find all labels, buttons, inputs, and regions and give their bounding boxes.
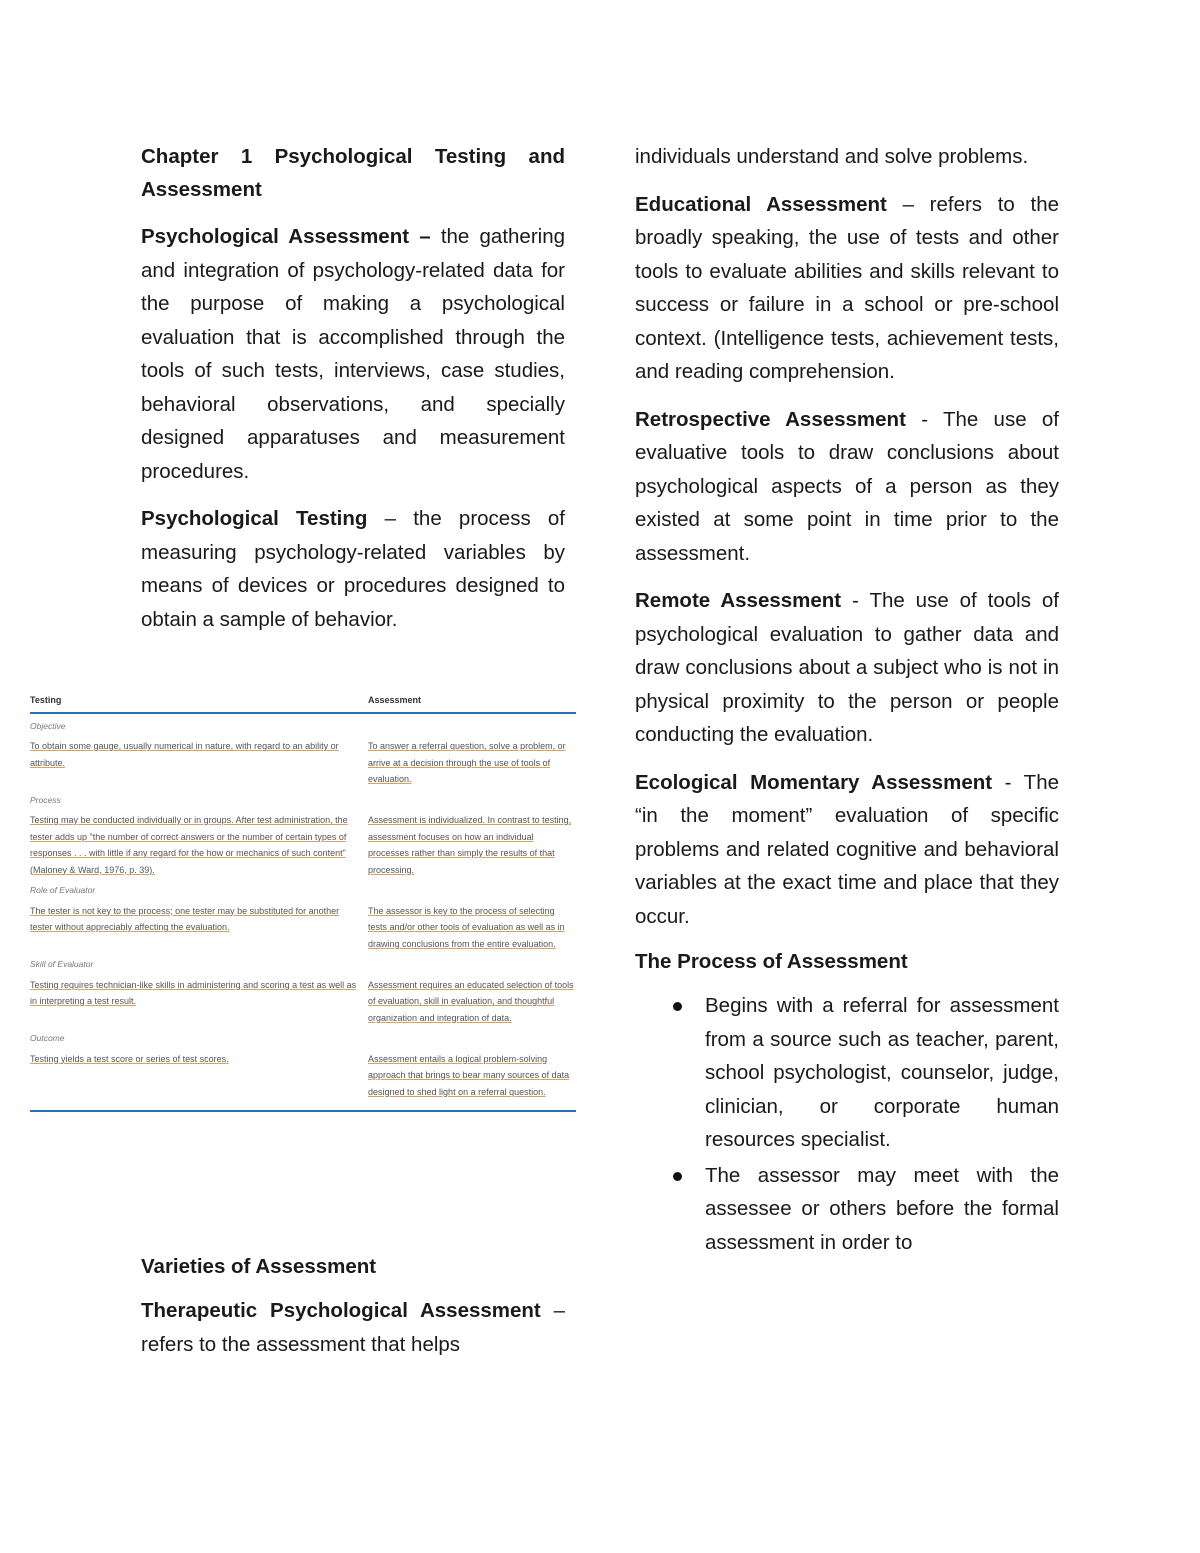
testing-cell: Testing requires technician-like skills in administering and scoring a test as well as in interpreting a test result. <box>30 979 357 1006</box>
ema-definition <box>635 766 1059 934</box>
term: Educational Assessment <box>635 192 887 216</box>
varieties-heading: Varieties of Assessment <box>141 1255 377 1278</box>
table-row <box>30 1051 576 1101</box>
table-group <box>30 718 576 788</box>
definition: - The “in the moment” evaluation of specific problems and related cognitive and behavioral variables at the exact time and place that they occur. <box>635 770 1060 928</box>
term: Psychological Testing <box>141 507 368 530</box>
retrospective-assessment-definition <box>635 403 1059 571</box>
table-group <box>30 1030 576 1100</box>
header-testing: Testing <box>30 695 62 705</box>
table-row <box>30 738 576 788</box>
term: Retrospective Assessment <box>635 407 906 431</box>
process-steps-list <box>635 989 1059 1259</box>
term: Psychological Assessment – <box>141 225 431 248</box>
table-bottom-rule <box>30 1110 576 1112</box>
definition: the gathering and integration of psychology-related data for the purpose of making a psychological evaluation that is accomplished through the tools of such tests, interviews, case studies, behavioral observations, and specially designed apparatuses and measurement procedures. <box>141 225 565 483</box>
assessment-cell: Assessment requires an educated selection of tools of evaluation, skill in evaluation, and thoughtful organization and integration of data. <box>368 979 574 1023</box>
remote-assessment-definition <box>635 584 1059 752</box>
table-header <box>30 692 576 714</box>
definition: – the process of measuring psychology-related variables by means of devices or procedures designed to obtain a sample of behavior. <box>141 507 566 631</box>
assessment-cell: To answer a referral question, solve a problem, or arrive at a decision through the use of tools of evaluation. <box>368 741 566 784</box>
testing-cell: The tester is not key to the process; one tester may be substituted for another tester without appreciably affecting the evaluation. <box>30 905 340 932</box>
group-label: Process <box>30 794 61 805</box>
assessment-cell: The assessor is key to the process of selecting tests and/or other tools of evaluation as well as in drawing conclusions from the entire evaluation. <box>368 905 565 949</box>
table-row <box>30 903 576 953</box>
testing-vs-assessment-table <box>30 692 576 1112</box>
chapter-title: Chapter 1 Psychological Testing and Assessment <box>141 145 565 201</box>
list-item: Begins with a referral for assessment from a source such as teacher, parent, school psychologist, counselor, judge, clinician, or corporate human resources specialist. <box>705 989 1059 1157</box>
group-label: Objective <box>30 720 66 731</box>
left-column-lower <box>141 1252 565 1375</box>
definition: - The use of tools of psychological evaluation to gather data and draw conclusions about a subject who is not in physical proximity to the person or people conducting the evaluation. <box>635 589 1059 746</box>
right-column <box>635 140 1059 1261</box>
group-label: Skill of Evaluator <box>30 959 94 969</box>
process-heading: The Process of Assessment <box>635 950 908 973</box>
left-column <box>141 140 565 650</box>
group-label: Role of Evaluator <box>30 885 96 895</box>
therapeutic-continuation: individuals understand and solve problems. <box>635 145 1029 168</box>
therapeutic-assessment-definition <box>141 1294 565 1361</box>
table-group <box>30 882 576 952</box>
assessment-cell: Assessment entails a logical problem-solving approach that brings to bear many sources of data designed to shed light on a referral question. <box>368 1053 570 1097</box>
testing-cell: Testing yields a test score or series of test scores. <box>30 1053 229 1064</box>
group-label: Outcome <box>30 1033 65 1043</box>
term: Remote Assessment <box>635 589 842 612</box>
definition: – refers to the assessment that helps <box>141 1299 565 1356</box>
definition: – refers to the broadly speaking, the use of tests and other tools to evaluate abilities and skills relevant to success or failure in a school or pre-school context. (Intelligence tests, achievement tests, and reading comprehension. <box>635 192 1059 383</box>
table-row <box>30 977 576 1027</box>
list-item: The assessor may meet with the assessee or others before the formal assessment in order to <box>705 1159 1059 1260</box>
testing-cell: Testing may be conducted individually or in groups. After test administration, the tester adds up "the number of correct answers or the number of certain types of responses . . . with little if any regard for the how or mechanics of such content" (Maloney & Ward, 1976, p. 39). <box>30 815 348 875</box>
table-group <box>30 792 576 879</box>
educational-assessment-definition <box>635 188 1059 389</box>
term: Ecological Momentary Assessment <box>635 770 993 794</box>
header-assessment: Assessment <box>368 695 422 705</box>
assessment-cell: Assessment is individualized. In contrast to testing, assessment focuses on how an individual processes rather than simply the results of that processing. <box>368 815 572 875</box>
definition: - The use of evaluative tools to draw conclusions about psychological aspects of a person as they existed at some point in time prior to the assessment. <box>635 407 1059 565</box>
psychological-assessment-definition <box>141 220 565 488</box>
table-row <box>30 812 576 878</box>
term: Therapeutic Psychological Assessment <box>141 1299 541 1322</box>
testing-cell: To obtain some gauge, usually numerical in nature, with regard to an ability or attribute. <box>30 741 339 768</box>
psychological-testing-definition <box>141 502 565 636</box>
table-group <box>30 956 576 1026</box>
